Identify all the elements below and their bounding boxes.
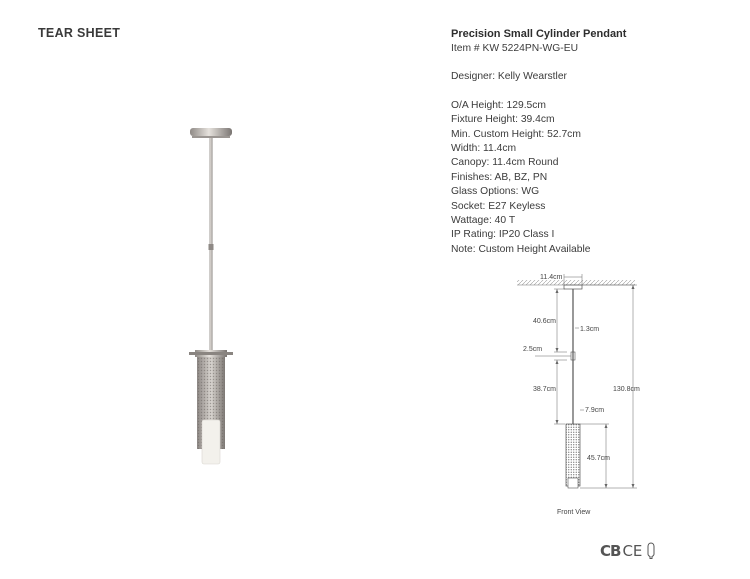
spec-fixture-height: Fixture Height: 39.4cm: [451, 114, 555, 126]
spec-finishes: Finishes: AB, BZ, PN: [451, 171, 548, 183]
cb-mark: CB: [600, 542, 621, 560]
spec-oa-height: O/A Height: 129.5cm: [451, 99, 547, 111]
certification-marks: [600, 542, 655, 560]
spec-canopy: Canopy: 11.4cm Round: [451, 157, 559, 169]
page-title: TEAR SHEET: [38, 26, 121, 40]
dim-overall: 130.8cm: [613, 386, 640, 393]
product-name: Precision Small Cylinder Pendant: [451, 28, 627, 40]
drawing-caption: Front View: [557, 509, 591, 516]
dim-coupler: 2.5cm: [523, 346, 543, 353]
spec-glass-options: Glass Options: WG: [451, 186, 540, 198]
dim-canopy-width: 11.4cm: [540, 274, 563, 281]
spec-wattage: Wattage: 40 T: [451, 215, 516, 227]
product-info: [451, 27, 741, 257]
dim-shade-dia: 7.9cm: [585, 407, 605, 414]
designer: Designer: Kelly Wearstler: [451, 71, 567, 83]
item-number: Item # KW 5224PN-WG-EU: [451, 43, 579, 54]
ce-mark: CE: [622, 542, 643, 560]
spec-ip-rating: IP Rating: IP20 Class I: [451, 229, 555, 241]
dim-upper-stem: 40.6cm: [533, 318, 556, 325]
spec-min-custom-height: Min. Custom Height: 52.7cm: [451, 128, 581, 140]
product-photo: [176, 120, 246, 470]
spec-socket: Socket: E27 Keyless: [451, 200, 546, 212]
dimension-drawing: [505, 266, 665, 526]
bulb-icon: [647, 542, 655, 560]
spec-note: Note: Custom Height Available: [451, 243, 591, 255]
spec-width: Width: 11.4cm: [451, 143, 517, 155]
dim-lower-stem: 38.7cm: [533, 386, 556, 393]
dim-shade-height: 45.7cm: [587, 455, 610, 462]
dim-stem-dia: 1.3cm: [580, 326, 600, 333]
